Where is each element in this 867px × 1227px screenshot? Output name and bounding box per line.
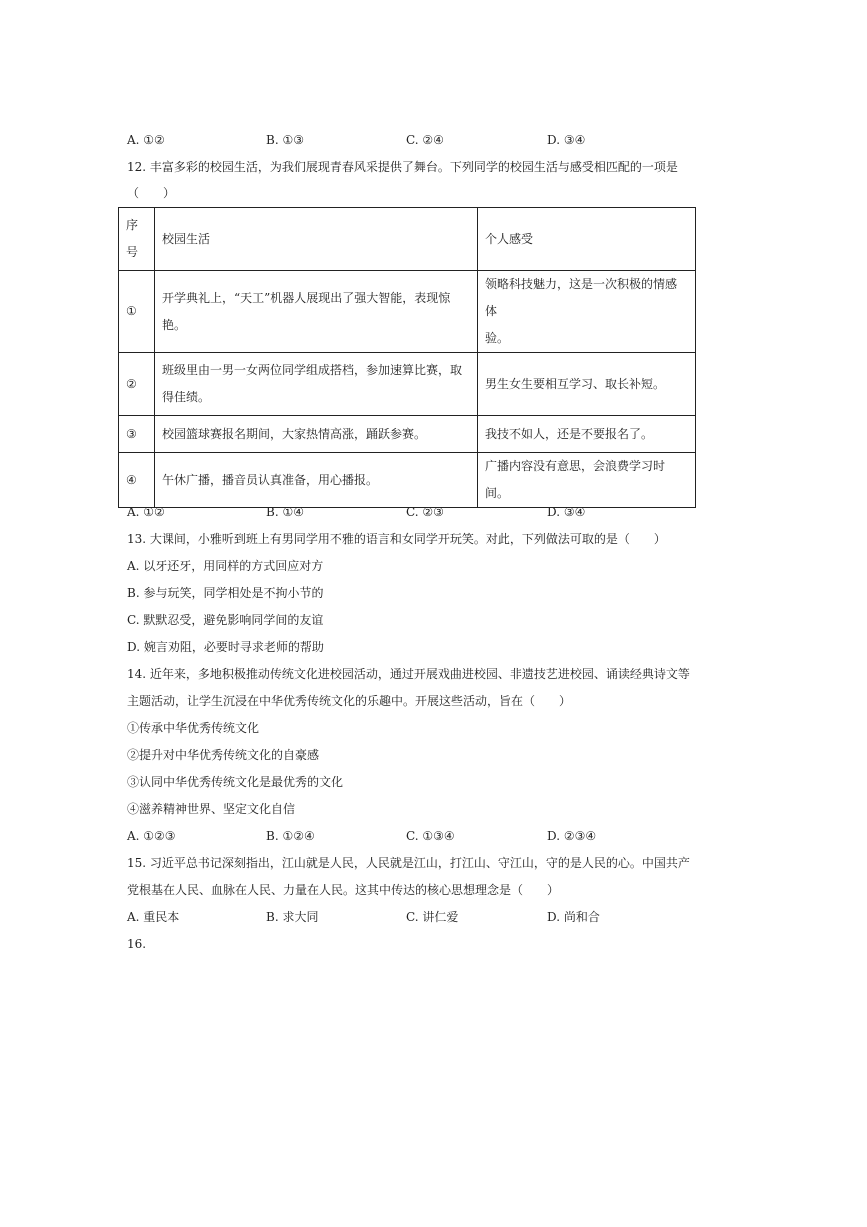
q11-option-a[interactable]: A. ①② — [127, 133, 165, 147]
table-row — [119, 453, 696, 508]
row-feeling-line: 领略科技魅力，这是一次积极的情感体 — [485, 277, 678, 318]
row-feeling: 男生女生要相互学习、取长补短。 — [478, 353, 696, 416]
q12-option-b[interactable]: B. ①④ — [266, 505, 304, 519]
q13-stem: 13. 大课间，小雅听到班上有男同学用不雅的语言和女同学开玩笑。对此，下列做法可取的是（ ） — [127, 532, 666, 546]
row-feeling — [478, 271, 696, 353]
row-no: ① — [119, 271, 155, 353]
row-life-line: 得佳绩。 — [162, 390, 211, 404]
table-row — [119, 353, 696, 416]
q14-option-d[interactable]: D. ②③④ — [547, 829, 597, 843]
table-row — [119, 416, 696, 453]
row-life: 午休广播，播音员认真准备，用心播报。 — [155, 453, 478, 508]
q15-stem-line1: 15. 习近平总书记深刻指出，江山就是人民，人民就是江山，打江山、守江山，守的是人民的心。中国共产 — [127, 856, 690, 870]
q12-stem-line2: （ ） — [127, 186, 176, 200]
table-row — [119, 271, 696, 353]
row-feeling-line: 验。 — [485, 331, 510, 345]
q14-stem-line1: 14. 近年来，多地积极推动传统文化进校园活动，通过开展戏曲进校园、非遗技艺进校园、诵读经典诗文等 — [127, 667, 690, 681]
q13-option-c[interactable]: C. 默默忍受，避免影响同学间的友谊 — [127, 613, 324, 627]
q14-item-2: ②提升对中华优秀传统文化的自豪感 — [127, 748, 320, 762]
q12-option-c[interactable]: C. ②③ — [406, 505, 444, 519]
row-no: ④ — [119, 453, 155, 508]
q11-options — [127, 133, 687, 147]
q14-item-1: ①传承中华优秀传统文化 — [127, 721, 260, 735]
q12-option-a[interactable]: A. ①② — [127, 505, 165, 519]
q15-stem-line2: 党根基在人民、血脉在人民、力量在人民。这其中传达的核心思想理念是（ ） — [127, 883, 560, 897]
q14-item-4: ④滋养精神世界、坚定文化自信 — [127, 802, 296, 816]
header-no-char1: 序 — [126, 218, 139, 232]
row-life-line: 开学典礼上，“天工”机器人展现出了强大智能，表现惊 — [162, 290, 451, 305]
table-header-life: 校园生活 — [155, 208, 478, 271]
q15-option-b[interactable]: B. 求大同 — [266, 910, 319, 924]
q13-option-a[interactable]: A. 以牙还牙，用同样的方式回应对方 — [127, 559, 324, 573]
q13-option-b[interactable]: B. 参与玩笑，同学相处是不拘小节的 — [127, 586, 324, 600]
q15-option-d[interactable]: D. 尚和合 — [547, 910, 600, 924]
q12-table — [118, 207, 696, 508]
q14-stem-line2: 主题活动，让学生沉浸在中华优秀传统文化的乐趣中。开展这些活动，旨在（ ） — [127, 694, 572, 708]
row-no: ② — [119, 353, 155, 416]
q15-option-c[interactable]: C. 讲仁爱 — [406, 910, 459, 924]
q14-option-b[interactable]: B. ①②④ — [266, 829, 315, 843]
table-header-feeling: 个人感受 — [478, 208, 696, 271]
row-feeling: 广播内容没有意思，会浪费学习时间。 — [478, 453, 696, 508]
q14-item-3: ③认同中华优秀传统文化是最优秀的文化 — [127, 775, 344, 789]
q14-option-a[interactable]: A. ①②③ — [127, 829, 176, 843]
row-life-line: 班级里由一男一女两位同学组成搭档，参加速算比赛，取 — [162, 363, 463, 377]
q12-options — [127, 505, 687, 519]
q15-options — [127, 910, 687, 924]
q16-number: 16. — [127, 937, 147, 951]
q13-option-d[interactable]: D. 婉言劝阻，必要时寻求老师的帮助 — [127, 640, 324, 654]
q14-options — [127, 829, 687, 843]
table-header-no — [119, 208, 155, 271]
header-no-char2: 号 — [126, 245, 139, 259]
table-header-row — [119, 208, 696, 271]
q11-option-c[interactable]: C. ②④ — [406, 133, 444, 147]
q11-option-b[interactable]: B. ①③ — [266, 133, 304, 147]
q14-option-c[interactable]: C. ①③④ — [406, 829, 455, 843]
q15-option-a[interactable]: A. 重民本 — [127, 910, 180, 924]
q11-option-d[interactable]: D. ③④ — [547, 133, 586, 147]
row-life — [155, 271, 478, 353]
q12-stem-line1: 12. 丰富多彩的校园生活，为我们展现青春风采提供了舞台。下列同学的校园生活与感受相匹配的一项是 — [127, 160, 678, 174]
row-feeling: 我技不如人，还是不要报名了。 — [478, 416, 696, 453]
row-life — [155, 353, 478, 416]
row-life-line: 艳。 — [162, 317, 187, 332]
row-no: ③ — [119, 416, 155, 453]
q12-option-d[interactable]: D. ③④ — [547, 505, 586, 519]
row-life: 校园篮球赛报名期间，大家热情高涨，踊跃参赛。 — [155, 416, 478, 453]
